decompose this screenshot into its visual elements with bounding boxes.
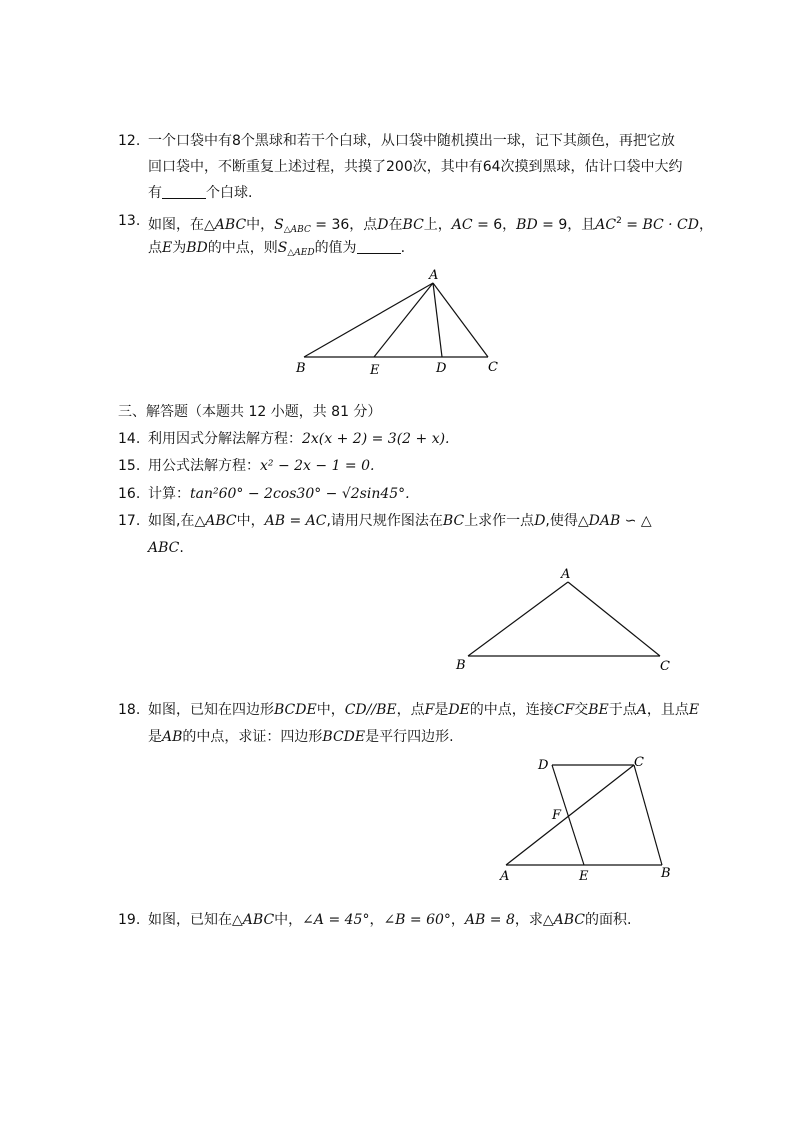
q12-line3 — [148, 183, 252, 203]
q19-abc2: ABC — [553, 912, 586, 928]
q17-d: D — [534, 513, 546, 529]
q18-t10: 的中点，求证：四边形 — [182, 729, 323, 745]
q13-t6: 为 — [172, 240, 187, 256]
q18-a: A — [636, 702, 647, 718]
q19-c1: ， — [369, 912, 384, 928]
q17-t4: 上求作一点 — [464, 513, 535, 529]
q18-label-b: B — [661, 866, 671, 881]
q13-t1: 如图，在 — [148, 217, 204, 233]
q18-line1 — [148, 700, 699, 720]
q13-line2 — [148, 238, 405, 263]
q13-label-c: C — [488, 360, 498, 375]
q18-label-d: D — [538, 758, 549, 773]
q17-tri2: △ — [577, 513, 589, 529]
q19-t1: 如图，已知在 — [148, 912, 232, 928]
q18-label-f: F — [552, 808, 562, 823]
q17-t3: ,请用尺规作图法在 — [326, 513, 443, 529]
q13-segment-ab — [304, 283, 433, 357]
q13-s-sub: △ABC — [283, 225, 311, 235]
q17-line2 — [148, 538, 184, 558]
q18-line2 — [148, 727, 454, 747]
q18-t7: 于点 — [608, 702, 637, 718]
q17-t2: 中， — [236, 513, 265, 529]
q13-line1 — [148, 211, 713, 240]
q13-ac: AC — [451, 217, 473, 233]
q19-t2: 中， — [274, 912, 303, 928]
q13-t8: 的值为 — [314, 240, 357, 256]
q17-t5: ,使得 — [545, 513, 578, 529]
q17-abac: AB = AC — [264, 513, 327, 529]
q13-t4: 上， — [423, 217, 452, 233]
q19-t3: 的面积. — [585, 912, 632, 928]
q18-label-a: A — [500, 869, 510, 884]
q18-e: E — [688, 702, 700, 718]
q15-number: 15. — [118, 458, 141, 474]
q14-line — [148, 429, 450, 449]
q13-answer-blank[interactable] — [357, 239, 401, 254]
q13-segment-ae — [374, 283, 433, 357]
q13-comma: ， — [698, 217, 713, 233]
q18-t9: 是 — [148, 729, 162, 745]
q13-eq4: = — [621, 217, 643, 233]
q17-dab: DAB — [588, 513, 621, 529]
q13-label-d: D — [436, 361, 447, 376]
q18-number: 18. — [118, 702, 141, 718]
q15-line — [148, 456, 374, 476]
section-3-heading: 三、解答题（本题共 12 小题，共 81 分） — [118, 404, 382, 420]
q13-bd2: BD — [186, 240, 208, 256]
q17-number: 17. — [118, 513, 141, 529]
q18-ab: AB — [162, 729, 183, 745]
q14-equation: 2x(x + 2) = 3(2 + x). — [302, 431, 450, 447]
q19-tri2: △ — [542, 912, 554, 928]
q18-segment-cb — [634, 765, 662, 865]
q19-abc: ABC — [242, 912, 275, 928]
q12-text-b: 个白球. — [206, 185, 253, 201]
q13-period: . — [400, 240, 406, 256]
q13-abc: ABC — [214, 217, 247, 233]
q13-e: E — [162, 240, 173, 256]
q17-label-b: B — [456, 658, 466, 673]
q12-number: 12. — [118, 133, 141, 149]
q18-t5: 的中点，连接 — [469, 702, 554, 718]
q18-bcde: BCDE — [274, 702, 317, 718]
q13-s: S — [274, 217, 284, 233]
q13-t5: 点 — [148, 240, 162, 256]
q18-label-c: C — [634, 755, 644, 770]
q13-label-b: B — [296, 361, 306, 376]
q12-text-a: 有 — [148, 185, 162, 201]
q17-figure — [452, 562, 682, 674]
q13-bd: BD — [516, 217, 538, 233]
q12-line2: 回口袋中，不断重复上述过程，共摸了200次，其中有64次摸到黑球，估计口袋中大约 — [148, 159, 683, 175]
q13-d: D — [377, 217, 389, 233]
q18-f: F — [424, 702, 435, 718]
q13-label-a: A — [429, 268, 439, 283]
q12-answer-blank[interactable] — [162, 184, 206, 199]
q15-equation: x² − 2x − 1 = 0. — [260, 458, 375, 474]
q19-c3: ，求 — [514, 912, 543, 928]
q18-t2: 中， — [316, 702, 345, 718]
q16-line — [148, 484, 410, 504]
q19-tri: △ — [232, 912, 243, 928]
q13-sq: 2 — [616, 216, 622, 226]
q18-t11: 是平行四边形. — [365, 729, 454, 745]
q17-t1: 如图,在 — [148, 513, 195, 529]
q18-figure — [494, 752, 684, 886]
q17-label-c: C — [660, 659, 670, 674]
q17-bc: BC — [442, 513, 465, 529]
q17-tri: △ — [194, 513, 206, 529]
q19-angle-a: ∠A = 45° — [302, 912, 370, 928]
q13-t3: 在 — [388, 217, 403, 233]
q19-line1 — [148, 910, 631, 930]
q13-bccd: BC · CD — [642, 217, 699, 233]
q18-cf: CF — [553, 702, 575, 718]
q16-number: 16. — [118, 486, 141, 502]
q17-segment-ab — [468, 582, 568, 656]
q13-eq2: = 6， — [472, 217, 517, 233]
q13-eq3: = 9，且 — [537, 217, 596, 233]
q13-s2: S — [277, 240, 288, 256]
q18-t3: ，点 — [396, 702, 425, 718]
q13-number: 13. — [118, 213, 141, 229]
q17-label-a: A — [561, 567, 571, 582]
q19-angle-b: ∠B = 60° — [383, 912, 451, 928]
q16-expression: tan²60° − 2cos30° − √2sin45°. — [190, 486, 410, 502]
q18-t4: 是 — [434, 702, 449, 718]
q17-abc: ABC — [205, 513, 237, 529]
q13-eq1: = 36，点 — [310, 217, 378, 233]
q13-t7: 的中点，则 — [207, 240, 278, 256]
q13-tri: △ — [204, 217, 215, 233]
q13-label-e: E — [370, 363, 380, 378]
q13-ac2: AC — [595, 217, 617, 233]
q13-figure — [290, 262, 510, 380]
q14-text: 利用因式分解法解方程： — [148, 431, 302, 447]
q17-segment-ac — [568, 582, 660, 656]
q15-text: 用公式法解方程： — [148, 458, 260, 474]
q18-t1: 如图，已知在四边形 — [148, 702, 274, 718]
q18-t8: ，且点 — [646, 702, 689, 718]
q18-de: DE — [448, 702, 470, 718]
q18-bcde2: BCDE — [322, 729, 366, 745]
q18-t6: 交 — [574, 702, 589, 718]
q18-cdbe: CD//BE — [344, 702, 397, 718]
q16-text: 计算： — [148, 486, 190, 502]
q18-label-e: E — [579, 869, 589, 884]
q17-abc2: ABC — [148, 540, 180, 556]
q17-period: . — [179, 540, 184, 556]
q18-segment-ac — [506, 765, 634, 865]
q13-bc: BC — [402, 217, 424, 233]
q19-number: 19. — [118, 912, 141, 928]
q14-number: 14. — [118, 431, 141, 447]
q13-s2-sub: △AED — [287, 248, 315, 258]
q17-sim: ∽ △ — [620, 513, 652, 529]
q18-be: BE — [588, 702, 609, 718]
q17-line1 — [148, 511, 652, 531]
q19-c2: ， — [450, 912, 465, 928]
q12-line1: 一个口袋中有8个黑球和若干个白球，从口袋中随机摸出一球，记下其颜色，再把它放 — [148, 133, 675, 149]
q19-ab: AB = 8 — [464, 912, 515, 928]
q13-t2: 中， — [246, 217, 275, 233]
